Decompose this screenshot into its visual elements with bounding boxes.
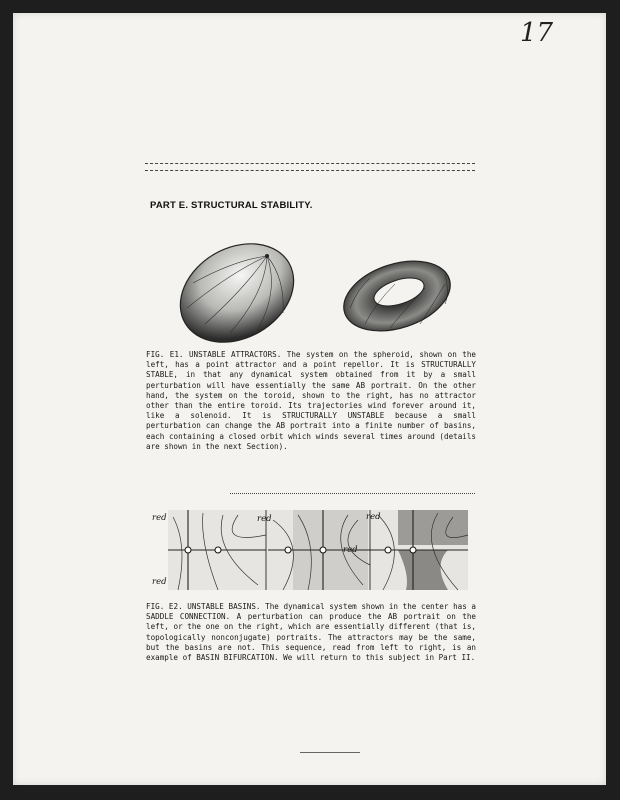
label-red-top-left: red bbox=[152, 513, 167, 523]
bottom-rule bbox=[300, 752, 360, 753]
label-red-right-of-middle: red bbox=[343, 545, 358, 555]
top-rule-1 bbox=[145, 163, 475, 164]
page-number: 17 bbox=[520, 18, 554, 48]
label-red-bottom-left: red bbox=[152, 577, 167, 587]
figure-e2-illustration bbox=[148, 505, 473, 595]
label-red-top-right: red bbox=[366, 512, 381, 522]
section-heading: PART E. STRUCTURAL STABILITY. bbox=[150, 200, 313, 211]
label-red-top-middle: red bbox=[257, 514, 272, 524]
figure-e2-caption: FIG. E2. UNSTABLE BASINS. The dynamical system shown in the center has a SADDLE CONNECTION. A perturbation can produce the AB portrait on the left, or the one on the right, which are essentially different (that is, topologically nonconjugate) portraits. The attractors may be the same, but the basins are not. This sequence, read from left to right, is an example of BASIN BIFURCATION. We will return to this subject in Part II. bbox=[146, 602, 476, 663]
top-rule-2 bbox=[145, 170, 475, 171]
figure-e1-illustration bbox=[175, 238, 475, 348]
figure-e1-caption: FIG. E1. UNSTABLE ATTRACTORS. The system on the spheroid, shown on the left, has a point attractor and a point repellor. It is STRUCTURALLY STABLE, in that any dynamical system obtained from it by a small perturbation will have essentially the same AB portrait. On the other hand, the system on the toroid, shown to the right, has no attractor other than the entire toroid. Its trajectories wind forever around it, like a solenoid. It is STRUCTURALLY UNSTABLE because a small perturbation can change the AB portrait into a finite number of basins, each containing a closed orbit which winds several times around (details are shown in the next Section). bbox=[146, 350, 476, 451]
spheroid-drawing bbox=[175, 238, 311, 348]
toroid-drawing bbox=[335, 249, 459, 344]
figure-e1-bottom-rule bbox=[230, 493, 475, 494]
